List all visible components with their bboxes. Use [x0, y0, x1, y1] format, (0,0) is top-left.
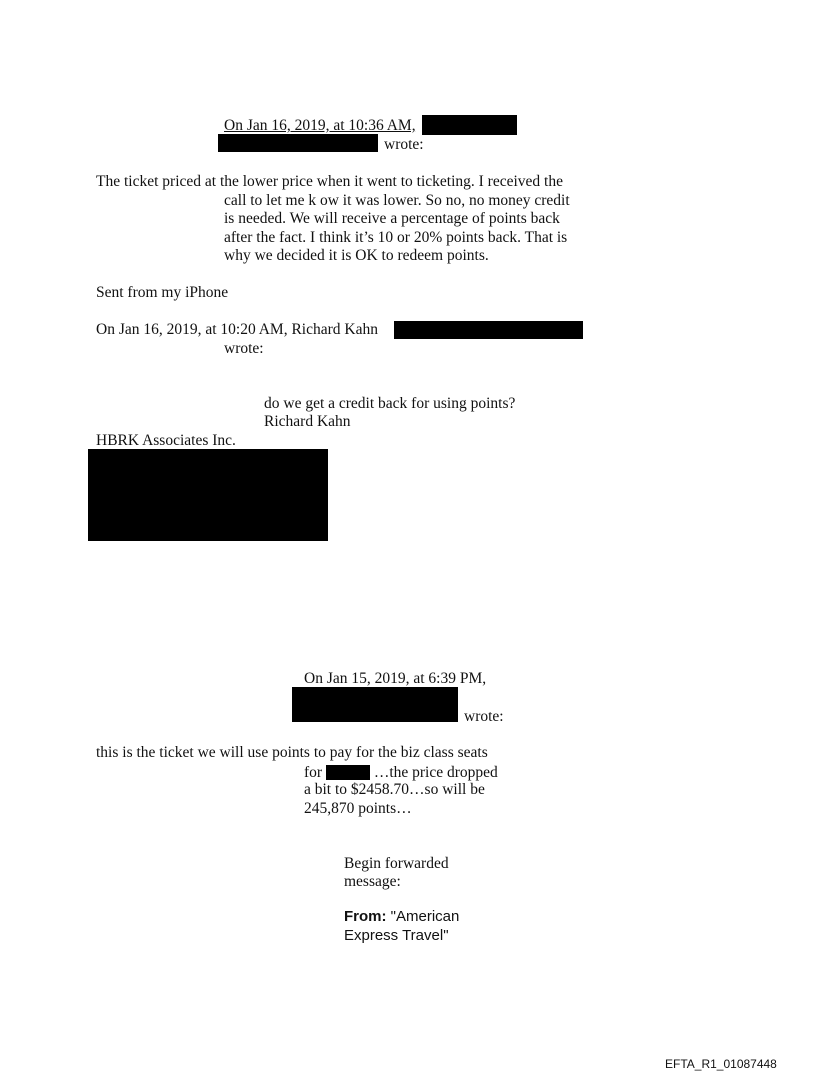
redaction-block	[394, 321, 583, 339]
message-3-line-2-rest: …the price dropped	[373, 764, 498, 781]
header-3-line-1: On Jan 15, 2019, at 6:39 PM,	[304, 670, 487, 687]
reply-1-line: call to let me k ow it was lower. So no, no money credit	[224, 192, 570, 209]
from-label: From:	[344, 908, 387, 925]
question-line-1: do we get a credit back for using points?	[264, 395, 516, 412]
from-sender-part-1: "American	[390, 908, 460, 925]
from-sender-part-2: Express Travel"	[344, 927, 449, 944]
header-2-line-1: On Jan 16, 2019, at 10:20 AM, Richard Kahn	[96, 321, 378, 338]
reply-1-line: after the fact. I think it’s 10 or 20% points back. That is	[224, 229, 568, 246]
header-2-line-2: wrote:	[224, 340, 264, 357]
reply-1-line: why we decided it is OK to redeem points.	[224, 247, 489, 264]
forwarded-line-2: message:	[344, 873, 401, 890]
question-line-2: Richard Kahn	[264, 413, 351, 430]
footer-document-id: EFTA_R1_01087448	[665, 1057, 777, 1071]
redaction-block	[292, 687, 458, 722]
from-line-1	[344, 907, 459, 926]
message-3-line: a bit to $2458.70…so will be	[304, 781, 485, 798]
redaction-block	[326, 765, 370, 780]
redaction-block	[218, 134, 378, 152]
reply-1-line: is needed. We will receive a percentage of points back	[224, 210, 560, 227]
header-1-line-2: wrote:	[384, 136, 424, 153]
signature-1: Sent from my iPhone	[96, 284, 229, 301]
redaction-block	[88, 449, 328, 541]
redaction-block	[422, 115, 517, 135]
header-3-line-2: wrote:	[464, 708, 504, 725]
message-3-first-line: this is the ticket we will use points to pay for the biz class seats	[96, 744, 488, 761]
message-3-line: 245,870 points…	[304, 800, 412, 817]
company-name: HBRK Associates Inc.	[96, 432, 236, 449]
message-3-for-text: for	[304, 764, 323, 781]
message-3-line-2	[304, 762, 498, 782]
header-1-line-1: On Jan 16, 2019, at 10:36 AM,	[224, 117, 416, 134]
forwarded-line-1: Begin forwarded	[344, 855, 449, 872]
reply-1-first-line: The ticket priced at the lower price when it went to ticketing. I received the	[96, 173, 563, 190]
